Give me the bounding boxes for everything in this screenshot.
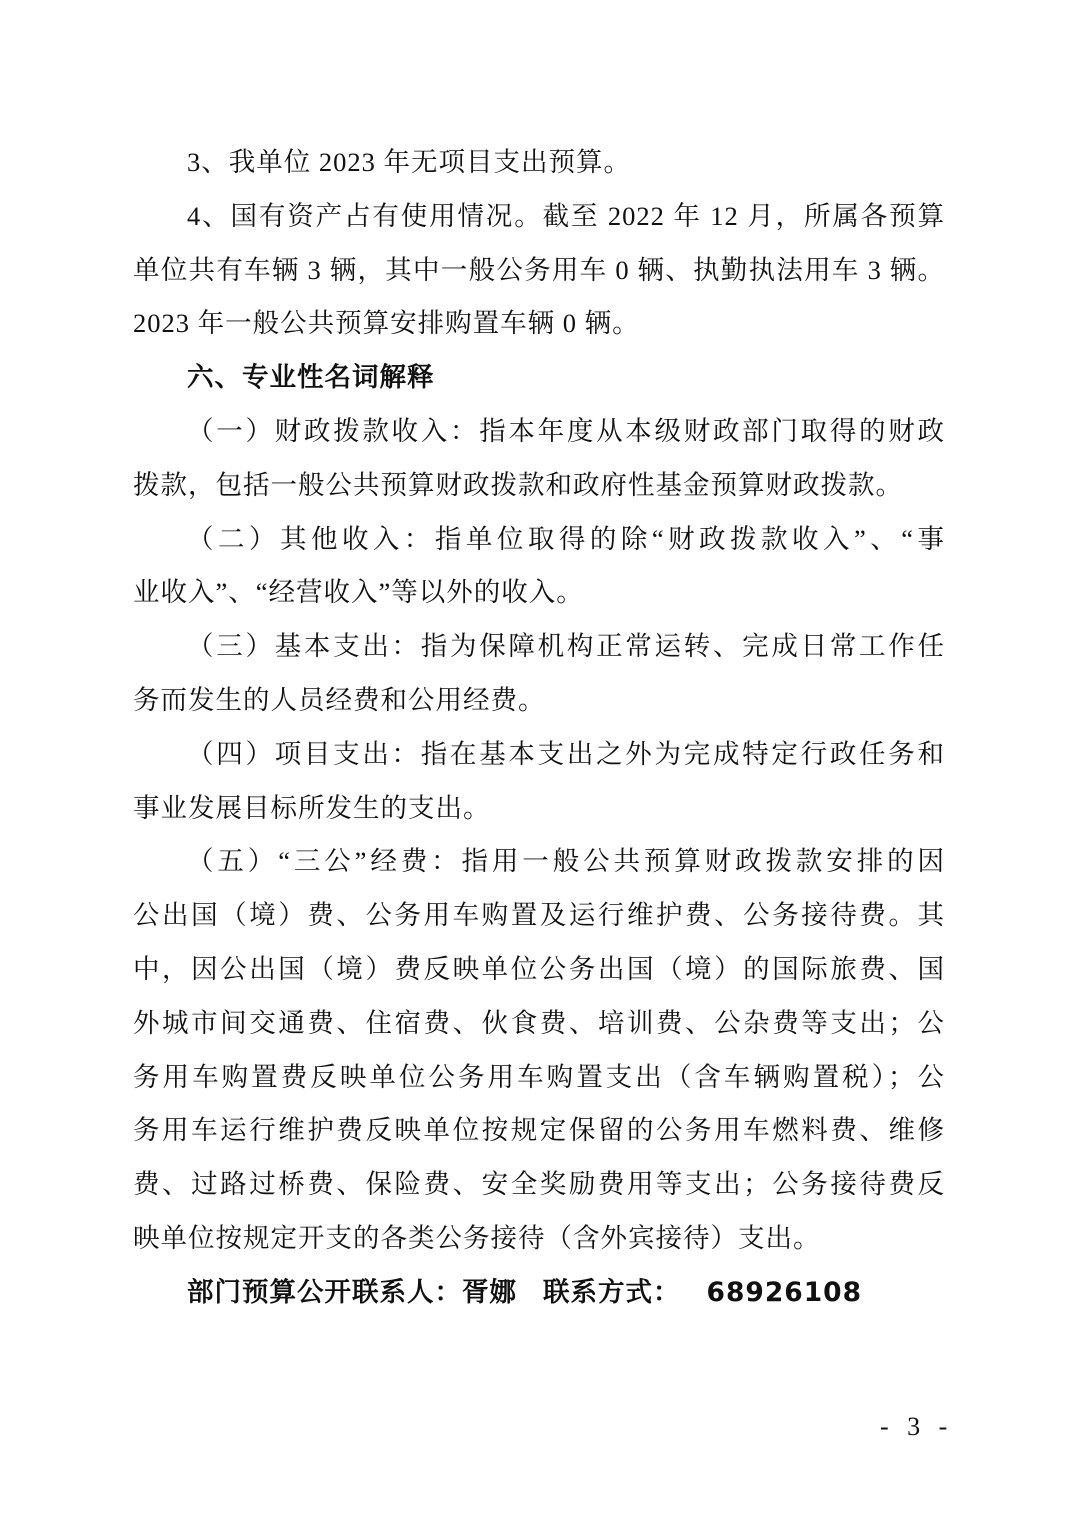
definition-line: 事业发展目标所发生的支出。 xyxy=(133,792,491,823)
page-number: - 3 - xyxy=(880,1412,954,1441)
definition-line: 公出国（境）费、公务用车购置及运行维护费、公务接待费。其 xyxy=(133,900,945,931)
document-body xyxy=(133,136,945,1320)
contact-line xyxy=(133,1266,945,1320)
section-heading: 六、专业性名词解释 xyxy=(187,362,435,394)
definition-line: （三）基本支出：指为保障机构正常运转、完成日常工作任 xyxy=(187,631,945,662)
paragraph-assets-line: 4、国有资产占有使用情况。截至 2022 年 12 月，所属各预算 xyxy=(187,200,945,231)
contact-method-label: 联系方式： xyxy=(543,1276,681,1308)
paragraph-no-project-budget: 3、我单位 2023 年无项目支出预算。 xyxy=(187,147,631,177)
definition-line: 拨款，包括一般公共预算财政拨款和政府性基金预算财政拨款。 xyxy=(133,469,903,500)
definition-line: （一）财政拨款收入：指本年度从本级财政部门取得的财政 xyxy=(187,415,945,446)
definition-line: 费、过路过桥费、保险费、安全奖励费用等支出；公务接待费反 xyxy=(133,1169,945,1200)
paragraph-assets-line: 2023 年一般公共预算安排购置车辆 0 辆。 xyxy=(133,308,640,339)
definition-line: 映单位按规定开支的各类公务接待（含外宾接待）支出。 xyxy=(133,1222,821,1253)
definition-line: 中，因公出国（境）费反映单位公务出国（境）的国际旅费、国 xyxy=(133,953,945,984)
definition-line: 务而发生的人员经费和公用经费。 xyxy=(133,684,546,715)
definition-line: （五）“三公”经费：指用一般公共预算财政拨款安排的因 xyxy=(187,846,945,877)
definition-line: 业收入”、“经营收入”等以外的收入。 xyxy=(133,577,584,608)
definition-line: 务用车运行维护费反映单位按规定保留的公务用车燃料费、维修 xyxy=(133,1115,945,1146)
definition-line: （四）项目支出：指在基本支出之外为完成特定行政任务和 xyxy=(187,738,945,769)
definition-line: 外城市间交通费、住宿费、伙食费、培训费、公杂费等支出；公 xyxy=(133,1007,945,1038)
definition-line: 务用车购置费反映单位公务用车购置支出（含车辆购置税）；公 xyxy=(133,1061,945,1092)
paragraph-assets-line: 单位共有车辆 3 辆，其中一般公务用车 0 辆、执勤执法用车 3 辆。 xyxy=(133,254,945,285)
contact-person: 部门预算公开联系人：胥娜 xyxy=(187,1276,517,1308)
definition-line: （二）其他收入：指单位取得的除“财政拨款收入”、“事 xyxy=(187,523,945,554)
contact-phone: 68926108 xyxy=(706,1276,863,1308)
